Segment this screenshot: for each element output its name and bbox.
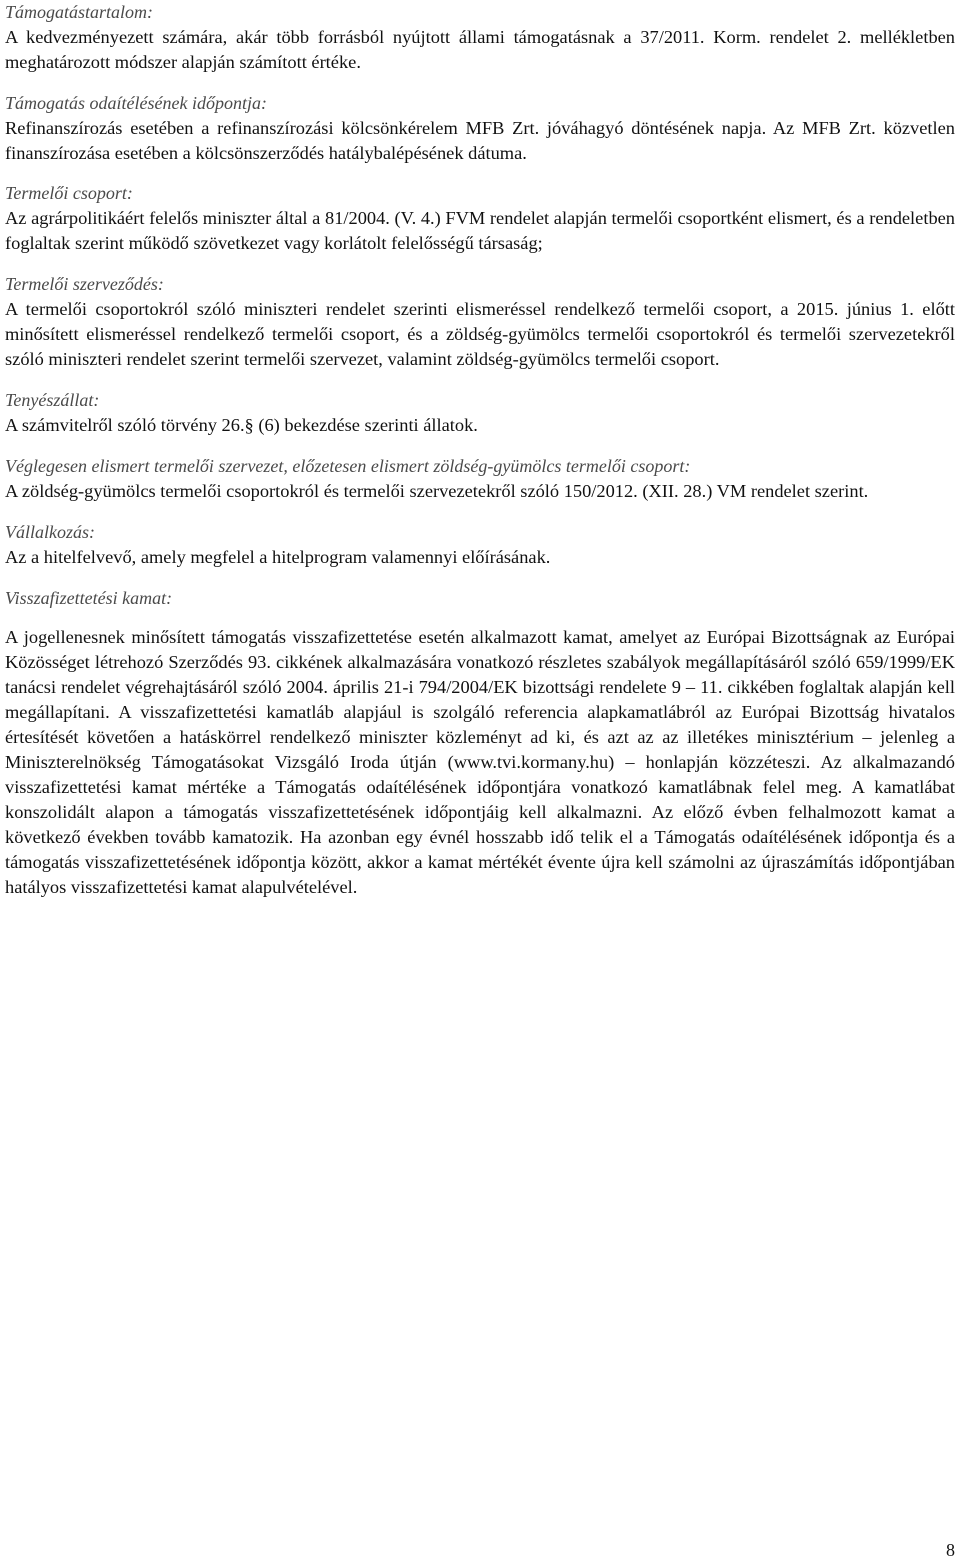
section-label: Támogatástartalom:	[5, 2, 154, 22]
section-text: A termelői csoportokról szóló miniszteri rendelet szerinti elismeréssel rendelkező termelői csoport, a 2015. június 1. előtt minősített elismeréssel rendelkező termelői csoport, és a zöldség-gyümölcs termelői csoportokról és termelői szervezetekről szóló miniszteri rendelet szerint termelői szervezet, valamint zöldség-gyümölcs termelői csoport.	[5, 299, 955, 369]
section-text: Az agrárpolitikáért felelős miniszter által a 81/2004. (V. 4.) FVM rendelet alapján termelői csoportként elismert, és a rendeletben foglaltak szerint működő szövetkezet vagy korlátolt felelősségű társaság;	[5, 208, 955, 253]
section-text: Refinanszírozás esetében a refinanszírozási kölcsönkérelem MFB Zrt. jóváhagyó döntésének napja. Az MFB Zrt. közvetlen finanszírozása esetében a kölcsönszerződés hatálybalépésének dátuma.	[5, 118, 955, 163]
section-repayment-interest	[5, 586, 955, 900]
section-breeding-animal	[5, 388, 955, 438]
section-text: Az a hitelfelvevő, amely megfelel a hitelprogram valamennyi előírásának.	[5, 547, 551, 567]
section-text: A jogellenesnek minősített támogatás visszafizettetése esetén alkalmazott kamat, amelyet az Európai Bizottságnak az Európai Közösséget létrehozó Szerződés 93. cikkének alkalmazására vonatkozó részletes szabályok megállapításáról szóló 659/1999/EK tanácsi rendelet végrehajtásáról szóló 2004. április 21-i 794/2004/EK bizottsági rendelete 9 – 11. cikkében foglaltak alapján kell megállapítani. A visszafizettetési kamatláb alapjául is szolgáló referencia alapkamatlábról az Európai Bizottság hivatalos értesítését követően a hatáskörrel rendelkező miniszter közleményt ad ki, és azt az az illetékes minisztérium – jelenleg a Miniszterelnökség Támogatásokat Vizsgáló Iroda útján (www.tvi.kormany.hu) – honlapján közzéteszi. Az alkalmazandó visszafizettetési kamat mértéke a Támogatás odaítélésének időpontjára vonatkozó kamatlábnak felel meg. A kamatlábat konszolidált alapon a támogatás visszafizettetésének időpontjáig kell alkalmazni. Az előző évben felhalmozott kamat a következő években tovább kamatozik. Ha azonban egy évnél hosszabb idő telik el a Támogatás odaítélésének időpontja és a támogatás visszafizettetésének időpontja között, akkor a kamat mértékét évente újra kell számolni az újraszámítás időpontjában hatályos visszafizettetési kamat alapulvételével.	[5, 627, 955, 897]
section-text: A zöldség-gyümölcs termelői csoportokról és termelői szervezetekről szóló 150/2012. (XII. 28.) VM rendelet szerint.	[5, 481, 869, 501]
page-number: 8	[946, 1540, 955, 1560]
section-support-content	[5, 0, 955, 75]
section-award-date	[5, 91, 955, 166]
section-text: A kedvezményezett számára, akár több forrásból nyújtott állami támogatásnak a 37/2011. Korm. rendelet 2. mellékletben meghatározott módszer alapján számított értéke.	[5, 27, 955, 72]
section-label: Véglegesen elismert termelői szervezet, előzetesen elismert zöldség-gyümölcs termelői csoport:	[5, 456, 691, 476]
section-label: Visszafizettetési kamat:	[5, 588, 173, 608]
section-recognized-organization	[5, 454, 955, 504]
section-label: Termelői szerveződés:	[5, 274, 164, 294]
section-label: Termelői csoport:	[5, 183, 133, 203]
section-producer-group	[5, 181, 955, 256]
document-page	[5, 0, 955, 900]
section-text: A számvitelről szóló törvény 26.§ (6) bekezdése szerinti állatok.	[5, 415, 478, 435]
section-enterprise	[5, 520, 955, 570]
section-label: Tenyészállat:	[5, 390, 100, 410]
section-label: Támogatás odaítélésének időpontja:	[5, 93, 267, 113]
section-label: Vállalkozás:	[5, 522, 95, 542]
section-producer-organization	[5, 272, 955, 372]
